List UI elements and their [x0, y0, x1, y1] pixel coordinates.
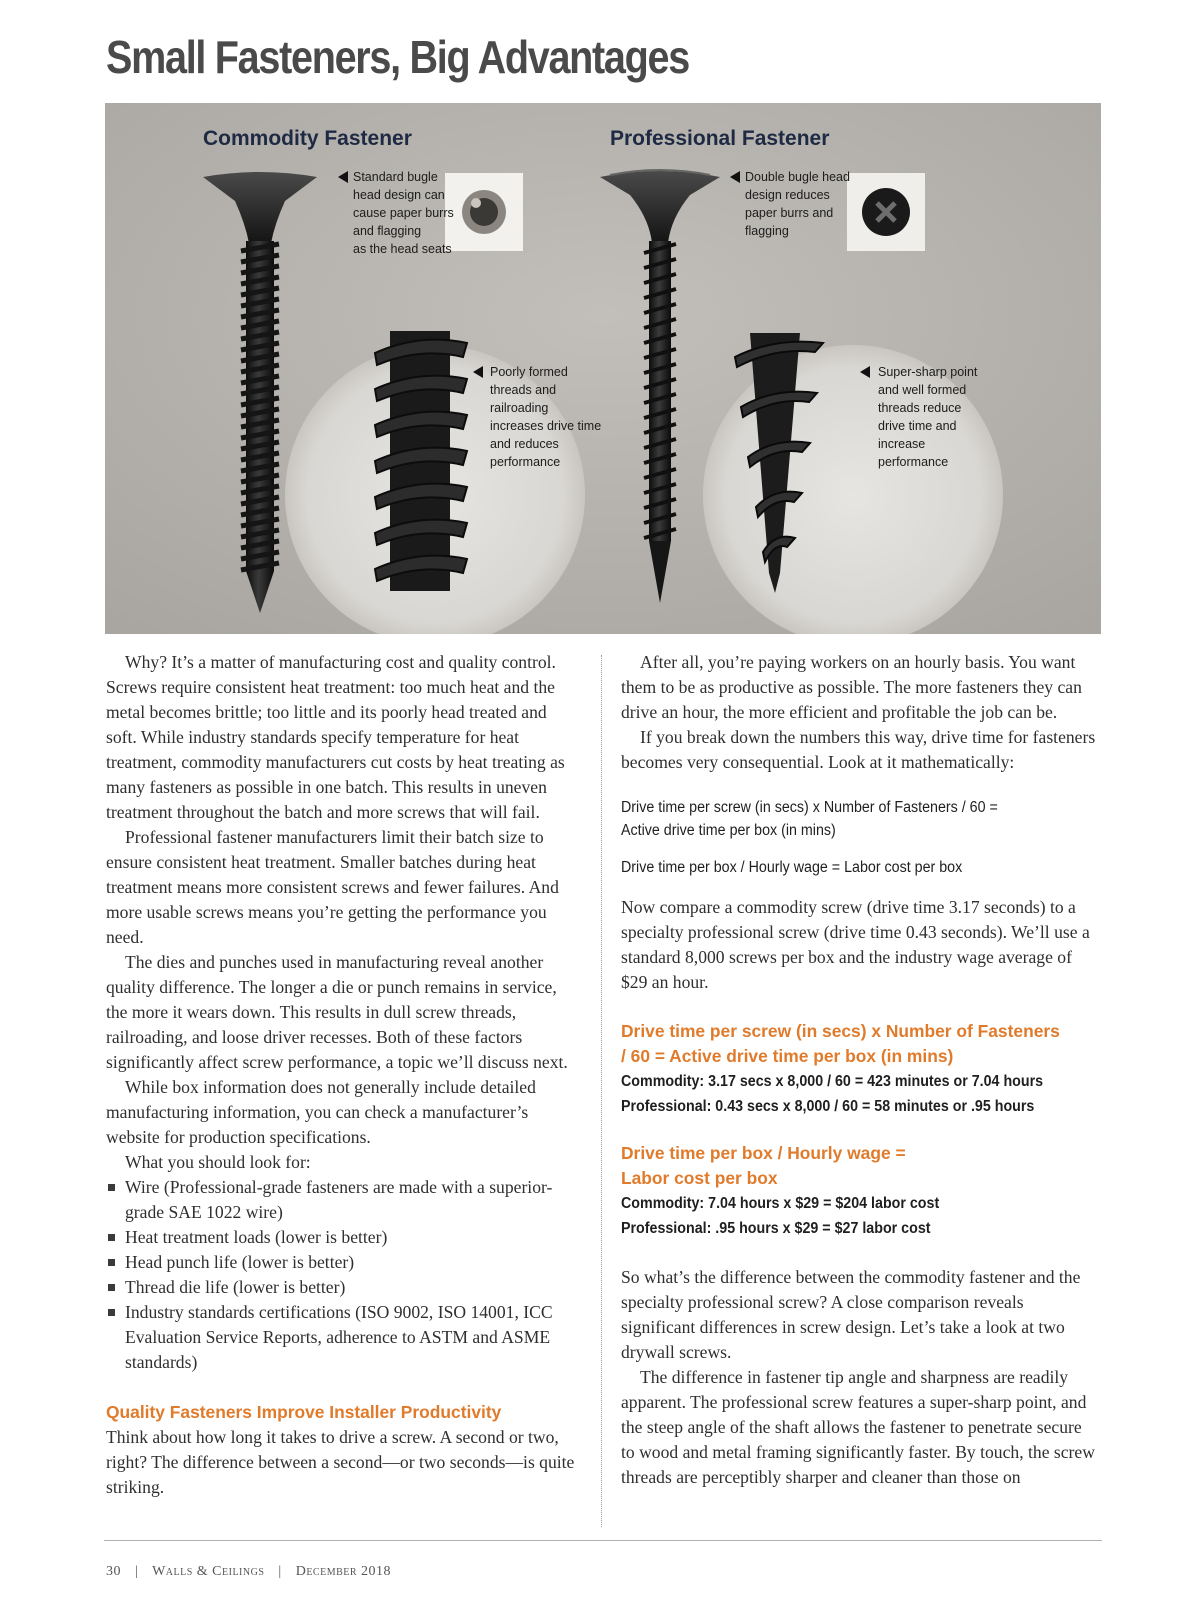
page-footer: 30 | Walls & Ceilings | December 2018 — [106, 1564, 392, 1579]
formula-labor-cost: Drive time per box / Hourly wage = Labor cost per box — [621, 859, 963, 876]
right-paragraph: If you break down the numbers this way, drive time for fasteners becomes very consequential. Look at it mathematically: — [621, 727, 1096, 772]
calc-professional-drive-time: Professional: 0.43 secs x 8,000 / 60 = 58 minutes or .95 hours — [621, 1098, 1035, 1115]
list-item: Industry standards certifications (ISO 9002, ISO 14001, ICC Evaluation Service Reports, adherence to ASTM and ASME standards) — [106, 1300, 580, 1375]
professional-thread-callout: Super-sharp point and well formed threads reduce drive time and increase performance — [878, 365, 978, 469]
left-paragraph: The dies and punches used in manufacturing reveal another quality difference. The longer a die or punch remains in service, the more it wears down. This results in dull screw threads, railroading, and loose driver recesses. Both of these factors significantly affect screw performance, a topic we’ll discuss next. — [106, 952, 568, 1072]
left-paragraph: What you should look for: — [125, 1152, 311, 1172]
commodity-heading: Commodity Fastener — [203, 127, 412, 150]
calc-heading-labor-cost: Drive time per box / Hourly wage = Labor cost per box — [621, 1143, 906, 1188]
list-item: Wire (Professional-grade fasteners are made with a superior-grade SAE 1022 wire) — [106, 1175, 580, 1225]
page-number: 30 — [106, 1564, 121, 1579]
footer-rule — [104, 1540, 1102, 1541]
right-paragraph: The difference in fastener tip angle and sharpness are readily apparent. The professional screw features a super-sharp point, and the steep angle of the shaft allows the fastener to penetrate secure to wood and metal framing significantly faster. By touch, the screw threads are perceptibly sharper and cleaner than those on — [621, 1367, 1095, 1487]
issue-date: December 2018 — [295, 1564, 392, 1579]
section-heading: Quality Fasteners Improve Installer Productivity — [106, 1402, 502, 1422]
professional-heading: Professional Fastener — [610, 127, 830, 150]
calc-professional-labor: Professional: .95 hours x $29 = $27 labor cost — [621, 1220, 931, 1237]
calc-commodity-labor: Commodity: 7.04 hours x $29 = $204 labor cost — [621, 1195, 940, 1212]
left-paragraph: Think about how long it takes to drive a screw. A second or two, right? The difference between a second—or two seconds—is quite striking. — [106, 1427, 575, 1497]
left-paragraph: Why? It’s a matter of manufacturing cost and quality control. Screws require consistent heat treatment: too much heat and the metal becomes brittle; too little and its poorly head treated and soft. While industry standards specify temperature for heat treatment, commodity manufacturers cut costs by heat treating as many fasteners as possible in one batch. This results in uneven treatment throughout the batch and more screws that will fail. — [106, 652, 565, 822]
commodity-thread-callout: Poorly formed threads and railroading increases drive time and reduces performance — [490, 365, 602, 469]
list-item: Head punch life (lower is better) — [106, 1250, 580, 1275]
page-title: Small Fasteners, Big Advantages — [106, 31, 689, 83]
professional-head-callout: Double bugle head design reduces paper burrs and flagging — [745, 170, 850, 238]
right-paragraph: So what’s the difference between the commodity fastener and the specialty professional screw? A close comparison reveals significant differences in screw design. Let’s take a look at two drywall screws. — [621, 1267, 1081, 1362]
right-paragraph: After all, you’re paying workers on an hourly basis. You want them to be as productive as possible. The more fasteners they can drive an hour, the more efficient and profitable the job can be. — [621, 652, 1082, 722]
list-item: Thread die life (lower is better) — [106, 1275, 580, 1300]
left-paragraph: Professional fastener manufacturers limit their batch size to ensure consistent heat treatment. Smaller batches during heat treatment means more consistent screws and fewer failures. And more usable screws means you’re getting the performance you need. — [106, 827, 559, 947]
left-paragraph: While box information does not generally include detailed manufacturing information, you can check a manufacturer’s website for production specifications. — [106, 1077, 536, 1147]
calc-heading-drive-time: Drive time per screw (in secs) x Number of Fasteners / 60 = Active drive time per box (in mins) — [621, 1021, 1060, 1066]
publication-name: Walls & Ceilings — [152, 1564, 265, 1579]
list-item: Heat treatment loads (lower is better) — [106, 1225, 580, 1250]
right-paragraph: Now compare a commodity screw (drive time 3.17 seconds) to a specialty professional screw (drive time 0.43 seconds). We’ll use a standard 8,000 screws per box and the industry wage average of $29 an hour. — [621, 897, 1090, 992]
calc-commodity-drive-time: Commodity: 3.17 secs x 8,000 / 60 = 423 minutes or 7.04 hours — [621, 1073, 1044, 1090]
formula-drive-time: Drive time per screw (in secs) x Number of Fasteners / 60 = Active drive time per box (in mins) — [621, 799, 998, 839]
left-column — [106, 650, 580, 1500]
right-column — [621, 650, 1099, 1490]
spec-checklist — [106, 1175, 580, 1375]
professional-head-inset — [847, 173, 925, 251]
commodity-head-callout: Standard bugle head design can cause paper burrs and flagging as the head seats — [353, 170, 454, 256]
column-divider — [601, 655, 602, 1527]
fastener-comparison-figure — [105, 103, 1101, 634]
